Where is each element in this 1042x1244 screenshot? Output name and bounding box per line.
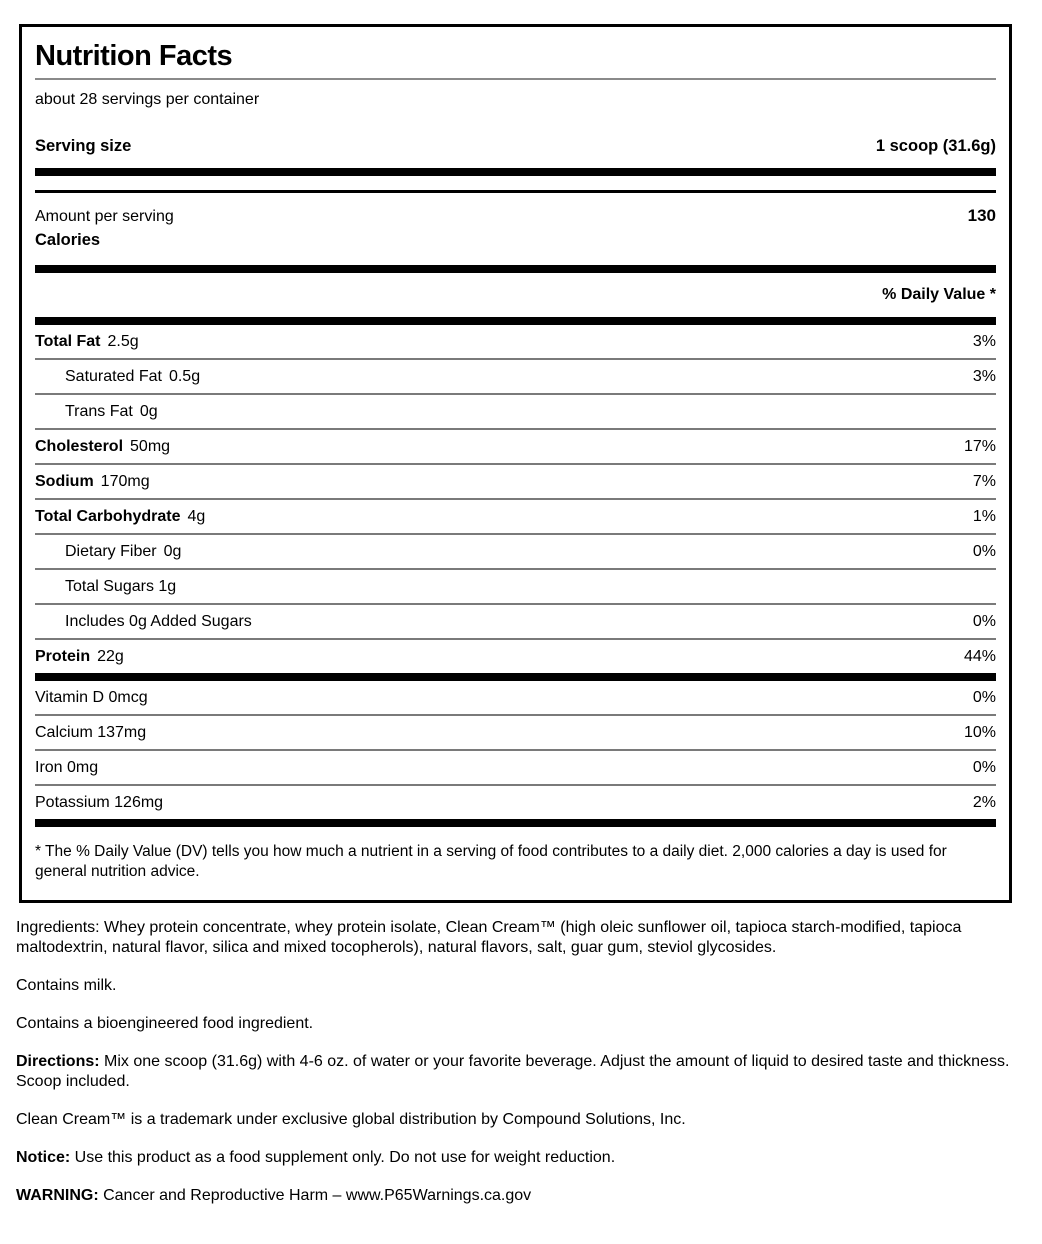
- nutrient-row: [35, 498, 996, 533]
- nutrient-name: Trans Fat 0g: [65, 402, 158, 420]
- nutrient-amount: 170mg: [100, 472, 150, 490]
- nutrient-daily-value: 44%: [963, 647, 996, 665]
- calories-label: Calories: [35, 231, 101, 249]
- nutrient-daily-value: 0%: [972, 688, 996, 706]
- info-paragraph: Notice: Use this product as a food supplement only. Do not use for weight reduction.: [16, 1149, 616, 1166]
- nutrient-name: Protein 22g: [35, 647, 124, 665]
- thick-divider-bar: [35, 317, 996, 325]
- amount-per-serving-label: Amount per serving: [35, 208, 174, 225]
- nutrition-facts-label: [19, 24, 1012, 903]
- nutrient-amount: 22g: [97, 647, 124, 665]
- nutrient-daily-value: 0%: [972, 758, 996, 776]
- nutrient-name: Includes 0g Added Sugars: [65, 612, 252, 630]
- vitamin-row: [35, 784, 996, 819]
- nutrient-name: Calcium 137mg: [35, 723, 147, 741]
- info-paragraph: WARNING: Cancer and Reproductive Harm – www.P65Warnings.ca.gov: [16, 1187, 532, 1204]
- nutrient-name: Sodium 170mg: [35, 472, 150, 490]
- nutrient-amount: 4g: [187, 507, 206, 525]
- nutrient-row: [35, 603, 996, 638]
- nutrient-daily-value: 7%: [972, 472, 996, 490]
- nutrient-name: Cholesterol 50mg: [35, 437, 171, 455]
- nutrient-amount: 0g: [139, 402, 158, 420]
- nutrient-row: [35, 358, 996, 393]
- serving-size-label: Serving size: [35, 137, 132, 155]
- nutrient-daily-value: 17%: [963, 437, 996, 455]
- info-paragraph: Directions: Mix one scoop (31.6g) with 4-6 oz. of water or your favorite beverage. Adjust the amount of liquid to desired taste and thickness. Scoop included.: [16, 1053, 1010, 1090]
- nutrient-name: Total Sugars 1g: [65, 577, 177, 595]
- nutrient-daily-value: 2%: [972, 793, 996, 811]
- nutrient-daily-value: 1%: [972, 507, 996, 525]
- nutrient-row: [35, 568, 996, 603]
- nutrient-amount: 2.5g: [107, 332, 139, 350]
- nutrient-daily-value: 3%: [972, 332, 996, 350]
- daily-value-footnote: * The % Daily Value (DV) tells you how much a nutrient in a serving of food contributes to a daily diet. 2,000 calories a day is used for general nutrition advice.: [35, 843, 947, 880]
- nutrient-row: [35, 638, 996, 673]
- nutrient-row: [35, 393, 996, 428]
- amount-per-serving-row: [35, 193, 996, 227]
- nutrient-amount: 0.5g: [168, 367, 201, 385]
- nutrient-daily-value: 0%: [972, 612, 996, 630]
- nutrient-name: Vitamin D 0mcg: [35, 688, 148, 706]
- info-paragraph: Clean Cream™ is a trademark under exclusive global distribution by Compound Solutions, Inc.: [16, 1111, 686, 1128]
- thick-divider-bar: [35, 673, 996, 681]
- info-paragraph: Contains a bioengineered food ingredient.: [16, 1015, 314, 1032]
- info-paragraph: Ingredients: Whey protein concentrate, whey protein isolate, Clean Cream™ (high oleic sunflower oil, tapioca starch-modified, tapioca maltodextrin, natural flavor, silica and mixed tocopherols), natural flavors, salt, guar gum, steviol glycosides.: [16, 919, 962, 956]
- nutrient-name: Saturated Fat 0.5g: [65, 367, 201, 385]
- nutrient-row: [35, 428, 996, 463]
- nutrient-daily-value: 3%: [972, 367, 996, 385]
- thick-divider-bar: [35, 819, 996, 827]
- vitamin-row: [35, 681, 996, 714]
- nutrient-name: Potassium 126mg: [35, 793, 164, 811]
- calories-value: 130: [967, 206, 996, 225]
- nutrient-name: Dietary Fiber 0g: [65, 542, 182, 560]
- label-title: Nutrition Facts: [35, 40, 233, 72]
- supplement-info-section: [16, 918, 1026, 1224]
- nutrient-amount: 50mg: [130, 437, 171, 455]
- thick-divider-bar: [35, 168, 996, 176]
- thick-divider-bar: [35, 265, 996, 273]
- nutrient-rows: [35, 325, 996, 673]
- serving-size-row: [35, 120, 996, 168]
- nutrient-name: Total Fat 2.5g: [35, 332, 139, 350]
- daily-value-header: % Daily Value *: [882, 286, 996, 303]
- nutrient-daily-value: 0%: [972, 542, 996, 560]
- nutrient-row: [35, 463, 996, 498]
- vitamin-row: [35, 714, 996, 749]
- nutrient-amount: 0g: [163, 542, 182, 560]
- serving-size-value: 1 scoop (31.6g): [875, 137, 996, 155]
- servings-per-container: about 28 servings per container: [35, 91, 260, 108]
- nutrient-daily-value: 10%: [963, 723, 996, 741]
- vitamin-rows: [35, 681, 996, 819]
- nutrient-row: [35, 533, 996, 568]
- vitamin-row: [35, 749, 996, 784]
- nutrient-row: [35, 325, 996, 358]
- nutrient-name: Iron 0mg: [35, 758, 99, 776]
- nutrient-name: Total Carbohydrate 4g: [35, 507, 206, 525]
- info-paragraph: Contains milk.: [16, 977, 117, 994]
